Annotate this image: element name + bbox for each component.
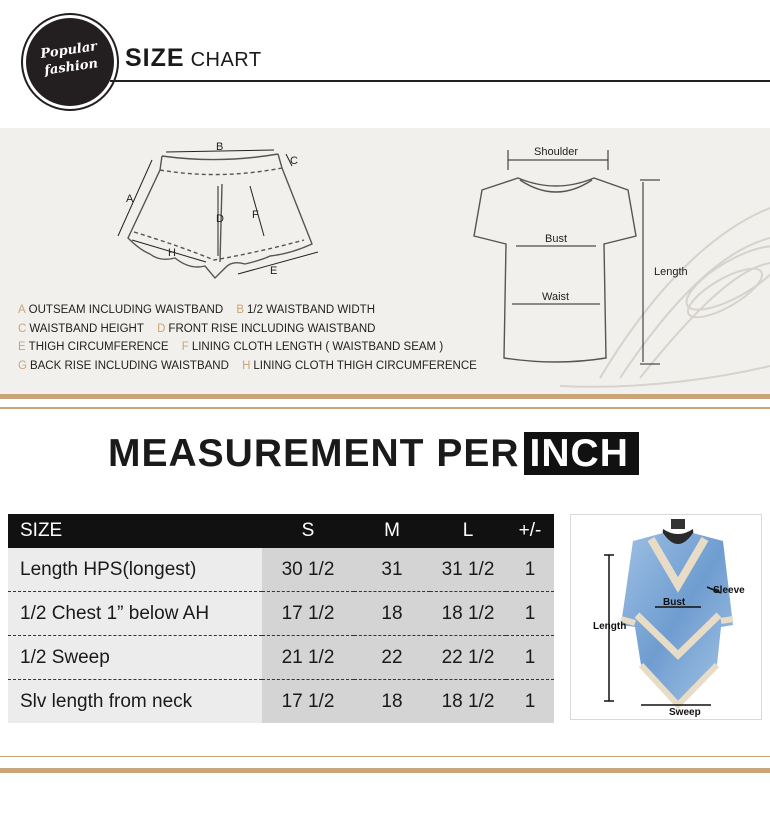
bottom-divider-thick (0, 768, 770, 773)
mannequin-neck-cap (671, 519, 685, 529)
cell-tolerance: 1 (506, 592, 554, 636)
product-label-sleeve: Sleeve (713, 585, 745, 596)
table-header-row (8, 514, 554, 548)
row-label: Length HPS(longest) (8, 548, 262, 592)
top-label-shoulder: Shoulder (534, 146, 579, 158)
cell-tolerance: 1 (506, 636, 554, 680)
product-label-bust: Bust (663, 597, 686, 608)
legend-text: THIGH CIRCUMFERENCE (28, 341, 169, 353)
shorts-label-a: A (126, 193, 134, 205)
legend-row (18, 323, 477, 342)
column-header-s: S (262, 514, 354, 548)
product-label-length: Length (593, 621, 627, 632)
shorts-label-d: D (216, 213, 224, 225)
cell-m: 18 (354, 592, 430, 636)
sleeve-trim-right (721, 619, 733, 621)
product-photo (570, 514, 762, 720)
size-table (8, 514, 554, 723)
legend-text: OUTSEAM INCLUDING WAISTBAND (28, 304, 224, 316)
cell-s: 17 1/2 (262, 592, 354, 636)
shorts-hem-dash (134, 232, 304, 260)
cell-l: 18 1/2 (430, 680, 506, 724)
cell-l: 22 1/2 (430, 636, 506, 680)
legend-key: E (18, 341, 26, 353)
measurement-title (108, 432, 639, 476)
table-row (8, 548, 554, 592)
top-label-waist: Waist (542, 291, 570, 303)
table-row (8, 636, 554, 680)
shorts-label-h: H (168, 247, 176, 259)
cell-s: 17 1/2 (262, 680, 354, 724)
logo-line-2: fashion (43, 56, 99, 79)
legend-key: D (157, 322, 166, 335)
legend-key: B (236, 304, 244, 316)
product-illustration (571, 515, 761, 719)
legend-text: LINING CLOTH THIGH CIRCUMFERENCE (253, 359, 477, 372)
measurement-title-text: MEASUREMENT PER (108, 432, 520, 475)
shorts-label-b: B (216, 141, 224, 153)
table-row (8, 592, 554, 636)
shorts-measure-lines (118, 150, 318, 274)
legend-row (18, 360, 477, 379)
cell-s: 21 1/2 (262, 636, 354, 680)
top-diagram (474, 178, 636, 362)
brand-logo-text (24, 36, 116, 82)
legend-row (18, 304, 477, 323)
top-label-bust: Bust (545, 233, 568, 245)
header-divider (110, 80, 770, 82)
page-title (125, 44, 262, 73)
shorts-waistband (162, 154, 278, 160)
column-header-l: L (430, 514, 506, 548)
cell-m: 18 (354, 680, 430, 724)
top-outline (474, 178, 636, 362)
row-label: 1/2 Sweep (8, 636, 262, 680)
legend-text: FRONT RISE INCLUDING WAISTBAND (168, 322, 376, 335)
legend-key: H (242, 359, 251, 372)
legend-text: BACK RISE INCLUDING WAISTBAND (29, 359, 229, 372)
shorts-waistband-seam (160, 168, 282, 175)
logo-line-1: Popular (39, 39, 99, 62)
shorts-label-f: F (252, 209, 259, 221)
shorts-label-e: E (270, 265, 278, 277)
column-header-tolerance: +/- (506, 514, 554, 548)
cell-s: 30 1/2 (262, 548, 354, 592)
legend-key: G (18, 359, 27, 372)
cell-m: 22 (354, 636, 430, 680)
gold-divider-thin (0, 407, 770, 409)
top-label-length: Length (654, 266, 688, 278)
cell-tolerance: 1 (506, 548, 554, 592)
table-row (8, 680, 554, 724)
page-title-bold: SIZE (125, 44, 185, 72)
legend-key: F (181, 341, 189, 353)
column-header-m: M (354, 514, 430, 548)
cell-tolerance: 1 (506, 680, 554, 724)
legend-key: C (18, 322, 27, 335)
legend-key: A (18, 304, 26, 316)
row-label: 1/2 Chest 1” below AH (8, 592, 262, 636)
cell-l: 31 1/2 (430, 548, 506, 592)
legend-text: 1/2 WAISTBAND WIDTH (247, 304, 375, 316)
bottom-divider-thin (0, 756, 770, 757)
product-label-sweep: Sweep (669, 707, 701, 718)
measurement-unit-badge: INCH (524, 432, 639, 475)
legend-text: WAISTBAND HEIGHT (29, 322, 144, 335)
gold-divider-thick (0, 394, 770, 399)
row-label: Slv length from neck (8, 680, 262, 724)
shorts-legend (18, 304, 477, 378)
shorts-label-c: C (290, 155, 298, 167)
cell-l: 18 1/2 (430, 592, 506, 636)
legend-row (18, 341, 477, 360)
cell-m: 31 (354, 548, 430, 592)
page-title-light: CHART (190, 49, 262, 71)
brand-logo (26, 18, 114, 106)
legend-text: LINING CLOTH LENGTH ( WAISTBAND SEAM ) (191, 341, 444, 353)
column-header-size: SIZE (8, 514, 262, 548)
